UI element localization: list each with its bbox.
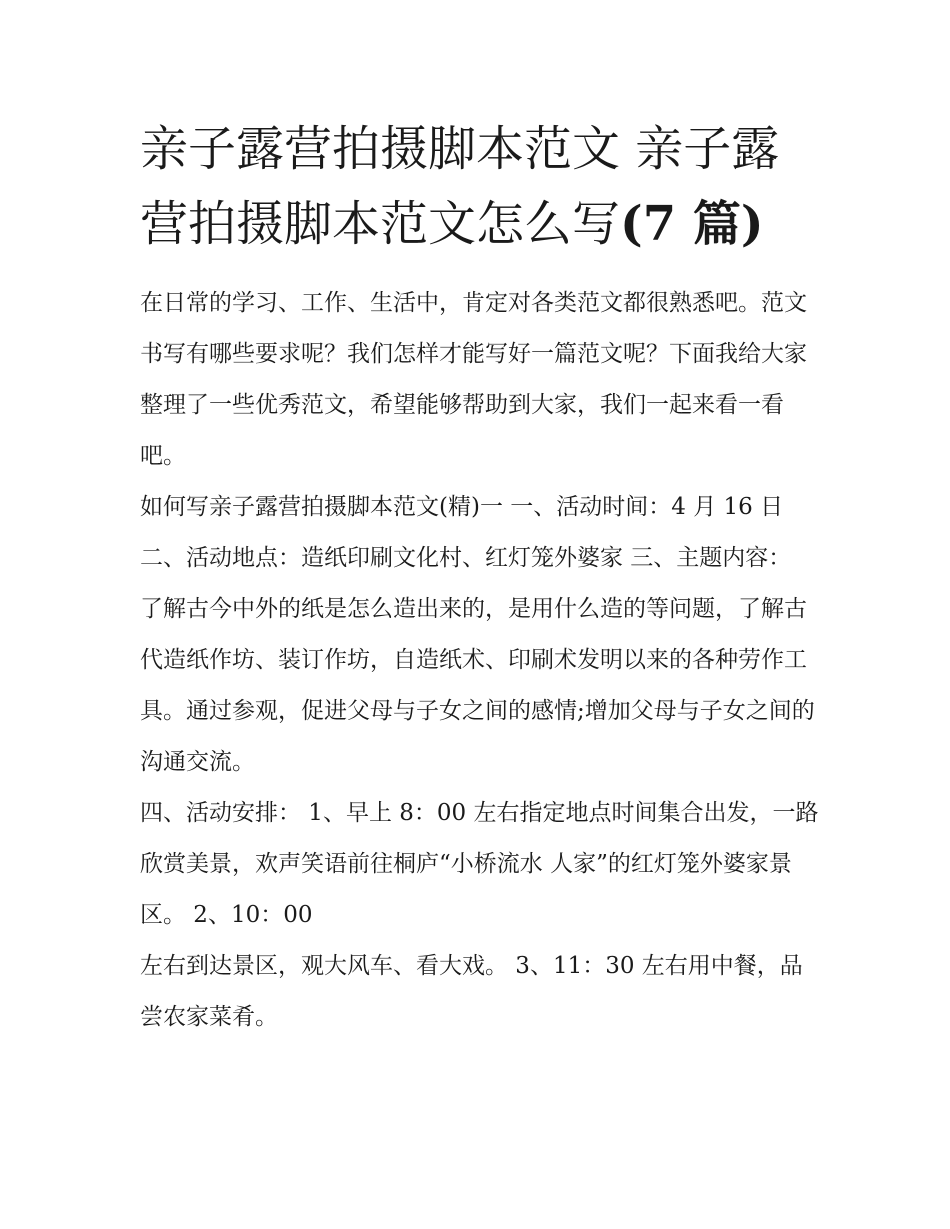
paragraph-schedule-2: 左右到达景区，观大风车、看大戏。 3、11：30 左右用中餐，品尝农家菜肴。	[140, 953, 803, 1030]
paragraph-theme-content: 了解古今中外的纸是怎么造出来的，是用什么造的等问题，了解古代造纸作坊、装订作坊，自造纸术、印刷术发明以来的各种劳作工具。通过参观，促进父母与子女之间的感情;增加父母与子女之间的沟通交流。	[140, 596, 815, 775]
title-main-text: 亲子露营拍摄脚本范文 亲子露营拍摄脚本范文怎么写	[140, 121, 780, 252]
paragraph-schedule-1: 四、活动安排： 1、早上 8：00 左右指定地点时间集合出发，一路欣赏美景，欢声笑语前往桐庐“小桥流水 人家”的红灯笼外婆家景区。 2、10：00	[140, 800, 819, 928]
title-count-text: (7 篇)	[620, 196, 764, 252]
document-body	[140, 278, 820, 1043]
document-title	[140, 112, 820, 262]
paragraph-activity-info: 如何写亲子露营拍摄脚本范文(精)一 一、活动时间：4 月 16 日 二、活动地点：造纸印刷文化村、红灯笼外婆家 三、主题内容：	[140, 494, 792, 571]
paragraph-intro: 在日常的学习、工作、生活中，肯定对各类范文都很熟悉吧。范文书写有哪些要求呢？我们怎样才能写好一篇范文呢？下面我给大家整理了一些优秀范文，希望能够帮助到大家，我们一起来看一看吧。	[140, 290, 807, 469]
